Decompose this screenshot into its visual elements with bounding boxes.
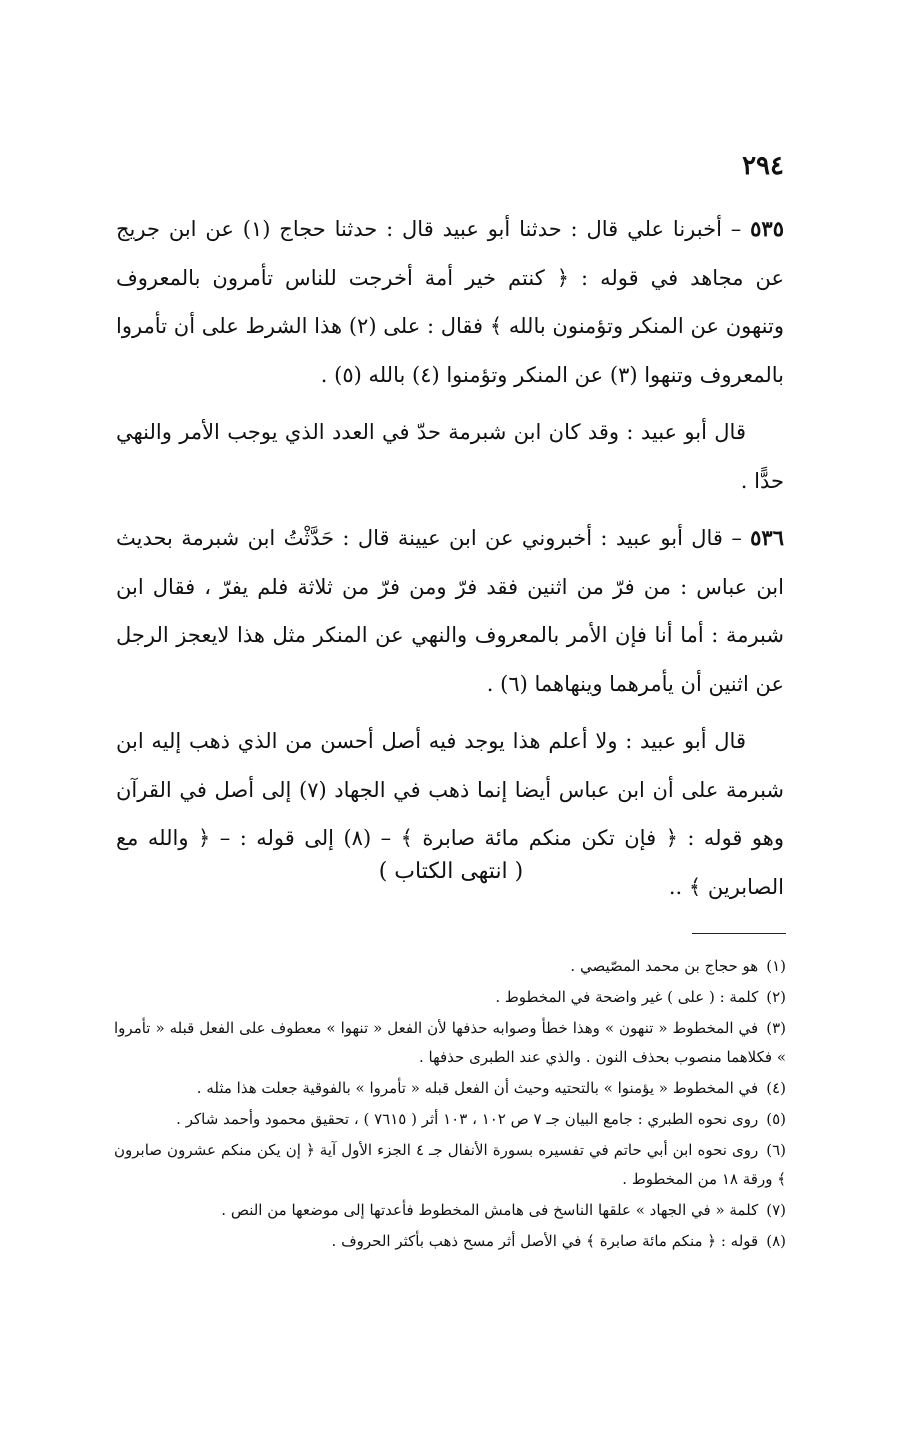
footnote-text: في المخطوط « يؤمنوا » بالتحتيه وحيث أن الفعل قبله « تأمروا » بالفوقية جعلت هذا مثله .: [196, 1079, 759, 1097]
footnotes: [114, 952, 786, 1258]
footnote-text: قوله : ﴿ منكم مائة صابرة ﴾ في الأصل أثر مسح ذهب بأكثر الحروف .: [331, 1232, 759, 1250]
footnote-marker: (٢): [766, 988, 786, 1006]
footnote-7: [114, 1196, 786, 1225]
footnote-marker: (١): [766, 957, 786, 975]
paragraph-text: قال أبو عبيد : وقد كان ابن شبرمة حدّ في العدد الذي يوجب الأمر والنهي حدًّا .: [116, 420, 784, 493]
paragraph-536: [116, 514, 784, 708]
paragraph-abu-ubaid-1: [116, 408, 784, 505]
footnote-text: في المخطوط « تنهون » وهذا خطأ وصوابه حذفها لأن الفعل « تنهوا » معطوف على الفعل قبله « تأمروا » فكلاهما منصوب بحذف النون . والذي عند الطبرى حذفها .: [114, 1019, 786, 1066]
paragraph-number: ٥٣٦: [750, 525, 784, 550]
footnote-1: [114, 952, 786, 981]
footnote-marker: (٦): [766, 1141, 786, 1159]
footnote-8: [114, 1227, 786, 1256]
footnote-text: كلمة : ( على ) غير واضحة في المخطوط .: [495, 988, 759, 1006]
footnote-text: كلمة « في الجهاد » علقها الناسخ فى هامش المخطوط فأعدتها إلى موضعها من النص .: [221, 1201, 759, 1219]
footnote-marker: (٤): [766, 1079, 786, 1097]
paragraph-text: قال أبو عبيد : ولا أعلم هذا يوجد فيه أصل أحسن من الذي ذهب إليه ابن شبرمة على أن ابن عباس أيضا إنما ذهب في الجهاد (٧) إلى أصل في القرآن وهو قوله : ﴿ فإن تكن منكم مائة صابرة ﴾ – (٨) إلى قوله : – ﴿ والله مع الصابرين ﴾ ..: [116, 729, 785, 899]
footnote-marker: (٣): [766, 1019, 786, 1037]
main-text: [116, 205, 784, 920]
paragraph-number: ٥٣٥: [750, 216, 784, 241]
footnote-5: [114, 1105, 786, 1134]
footnote-4: [114, 1074, 786, 1103]
footnote-marker: (٨): [766, 1232, 786, 1250]
footnote-text: هو حجاج بن محمد المصّيصي .: [570, 957, 759, 975]
paragraph-text: – أخبرنا علي قال : حدثنا أبو عبيد قال : حدثنا حجاج (١) عن ابن جريج عن مجاهد في قوله : ﴿ كنتم خير أمة أخرجت للناس تأمرون بالمعروف وتنهون عن المنكر وتؤمنون بالله ﴾ فقال : على (٢) هذا الشرط على أن تأمروا بالمعروف وتنهوا (٣) عن المنكر وتؤمنوا (٤) بالله (٥) .: [116, 217, 784, 387]
page-number: ٢٩٤: [742, 151, 784, 181]
footnote-text: روى نحوه ابن أبي حاتم في تفسيره بسورة الأنفال جـ ٤ الجزء الأول آية ﴿ إن يكن منكم عشرون صابرون ﴾ ورقة ١٨ من المخطوط .: [114, 1141, 786, 1188]
footnote-6: [114, 1136, 786, 1194]
footnote-2: [114, 983, 786, 1012]
footnote-text: روى نحوه الطبري : جامع البيان جـ ٧ ص ١٠٢ ، ١٠٣ أثر ( ٧٦١٥ ) ، تحقيق محمود وأحمد شاكر .: [176, 1110, 759, 1128]
paragraph-text: – قال أبو عبيد : أخبروني عن ابن عيينة قال : حَدَّثْتُ ابن شبرمة بحديث ابن عباس : من فرّ من اثنين فقد فرّ ومن فرّ من ثلاثة فلم يفرّ ، فقال ابن شبرمة : أما أنا فإن الأمر بالمعروف والنهي عن المنكر مثل هذا لايعجز الرجل عن اثنين أن يأمرهما وينهاهما (٦) .: [116, 526, 784, 696]
end-of-book-marker: ( انتهى الكتاب ): [378, 859, 524, 884]
footnote-marker: (٥): [766, 1110, 786, 1128]
footnote-divider: [692, 933, 786, 934]
footnote-marker: (٧): [766, 1201, 786, 1219]
paragraph-535: [116, 205, 784, 399]
footnote-3: [114, 1014, 786, 1072]
